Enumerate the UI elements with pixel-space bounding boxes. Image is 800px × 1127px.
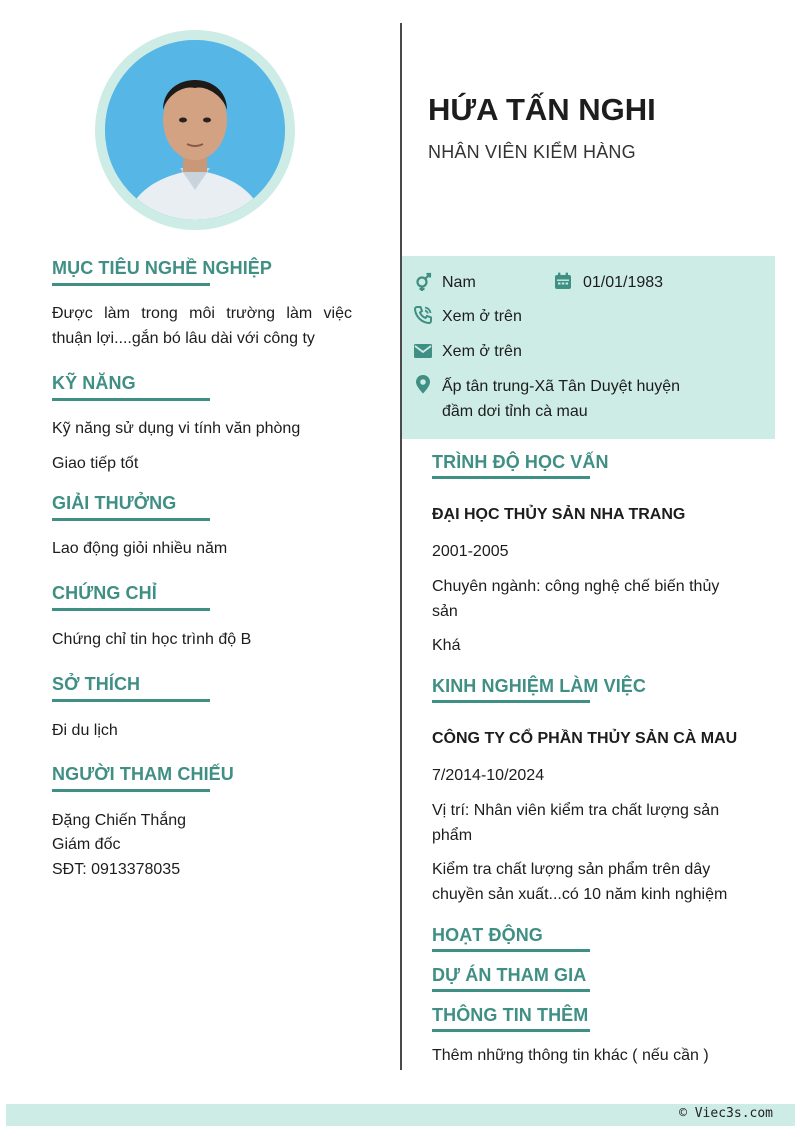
certificates-underline bbox=[52, 608, 210, 611]
phone-icon bbox=[413, 305, 433, 325]
footer-bar bbox=[6, 1104, 795, 1126]
reference-role: Giám đốc bbox=[52, 836, 121, 853]
reference-phone: SĐT: 0913378035 bbox=[52, 861, 181, 878]
avatar bbox=[105, 40, 285, 220]
projects-underline bbox=[432, 989, 590, 992]
experience-desc-line-2: chuyền sản xuất...có 10 năm kinh nghiệm bbox=[432, 886, 728, 903]
awards-title: GIẢI THƯỞNG bbox=[52, 493, 177, 513]
email-text: Xem ở trên bbox=[442, 343, 522, 360]
hobbies-underline bbox=[52, 699, 210, 702]
awards-underline bbox=[52, 518, 210, 521]
objective-text: Được làm trong môi trường làm việc thuận lợi....gắn bó lâu dài với công ty bbox=[52, 305, 352, 347]
objective-title: MỤC TIÊU NGHỀ NGHIỆP bbox=[52, 258, 273, 278]
skills-title: KỸ NĂNG bbox=[52, 373, 136, 393]
skill-item: Kỹ năng sử dụng vi tính văn phòng bbox=[52, 420, 301, 437]
skill-item: Giao tiếp tốt bbox=[52, 455, 139, 472]
gender-icon bbox=[413, 272, 433, 292]
experience-desc-line-1: Kiểm tra chất lượng sản phẩm trên dây bbox=[432, 861, 711, 878]
education-school: ĐẠI HỌC THỦY SẢN NHA TRANG bbox=[432, 506, 686, 523]
extra-title: THÔNG TIN THÊM bbox=[432, 1005, 589, 1025]
footer-copyright: © Viec3s.com bbox=[679, 1106, 773, 1121]
skills-underline bbox=[52, 398, 210, 401]
references-underline bbox=[52, 789, 210, 792]
activities-underline bbox=[432, 949, 590, 952]
experience-period: 7/2014-10/2024 bbox=[432, 767, 545, 784]
experience-position-line-2: phẩm bbox=[432, 827, 473, 844]
experience-company: CÔNG TY CỔ PHẦN THỦY SẢN CÀ MAU bbox=[432, 730, 738, 747]
reference-name: Đặng Chiến Thắng bbox=[52, 812, 187, 829]
gender-text: Nam bbox=[442, 274, 476, 291]
birthday-text: 01/01/1983 bbox=[583, 274, 664, 291]
education-period: 2001-2005 bbox=[432, 543, 509, 560]
candidate-name: HỨA TẤN NGHI bbox=[428, 92, 656, 127]
extra-underline bbox=[432, 1029, 590, 1032]
hobbies-title: SỞ THÍCH bbox=[52, 674, 141, 694]
avatar-photo bbox=[105, 40, 285, 220]
education-major-line-2: sản bbox=[432, 603, 458, 620]
address-line-2: đầm dơi tỉnh cà mau bbox=[442, 403, 588, 420]
education-underline bbox=[432, 476, 590, 479]
certificate-item: Chứng chỉ tin học trình độ B bbox=[52, 631, 252, 648]
education-grade: Khá bbox=[432, 637, 461, 654]
projects-title: DỰ ÁN THAM GIA bbox=[432, 965, 587, 985]
job-title: NHÂN VIÊN KIỂM HÀNG bbox=[428, 142, 636, 162]
address-line-1: Ấp tân trung-Xã Tân Duyệt huyện bbox=[442, 378, 681, 395]
email-icon bbox=[413, 341, 433, 361]
experience-position-line-1: Vị trí: Nhân viên kiểm tra chất lượng sản bbox=[432, 802, 720, 819]
experience-underline bbox=[432, 700, 590, 703]
location-icon bbox=[413, 374, 433, 394]
extra-text: Thêm những thông tin khác ( nếu cần ) bbox=[432, 1047, 709, 1064]
award-item: Lao động giỏi nhiều năm bbox=[52, 540, 228, 557]
references-title: NGƯỜI THAM CHIẾU bbox=[52, 764, 234, 784]
calendar-icon bbox=[553, 271, 573, 291]
activities-title: HOẠT ĐỘNG bbox=[432, 925, 543, 945]
certificates-title: CHỨNG CHỈ bbox=[52, 583, 157, 603]
objective-underline bbox=[52, 283, 210, 286]
education-title: TRÌNH ĐỘ HỌC VẤN bbox=[432, 452, 609, 472]
hobby-item: Đi du lịch bbox=[52, 722, 118, 739]
education-major-line-1: Chuyên ngành: công nghệ chế biến thủy bbox=[432, 578, 720, 595]
phone-text: Xem ở trên bbox=[442, 308, 522, 325]
experience-title: KINH NGHIỆM LÀM VIỆC bbox=[432, 676, 647, 696]
column-divider bbox=[400, 23, 402, 1070]
